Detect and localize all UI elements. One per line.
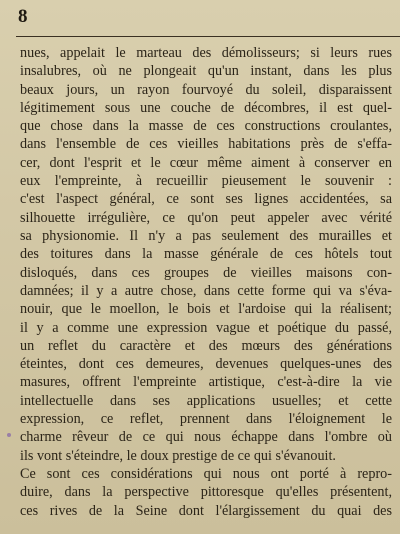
text-line: que chose dans la masse de ces constructions croulantes, xyxy=(20,118,392,135)
text-line: expression, ce reflet, prennent dans l'éloignement le xyxy=(20,411,392,428)
paragraph-block-upper xyxy=(20,44,392,282)
header-rule xyxy=(16,36,400,37)
text-line: ces rives de la Seine dont l'élargissement du quai des xyxy=(20,502,392,519)
text-line: un reflet du caractère et des mœurs des générations xyxy=(20,337,392,354)
text-line: beaux jours, un rayon fourvoyé du soleil, disparaissent xyxy=(20,81,392,98)
text-line: c'est l'aspect général, ce sont ses lignes accidentées, sa xyxy=(20,191,392,208)
text-line: légitimement sous une couche de décombres, il est quel- xyxy=(20,99,392,116)
text-line: nouir, que le moellon, le bois et l'ardoise qui la réalisent; xyxy=(20,301,392,318)
text-line: silhouette irrégulière, ce qu'on peut appeler avec vérité xyxy=(20,209,392,226)
text-line: intellectuelle dans ses applications usuelles; et cette xyxy=(20,392,392,409)
text-line: charme rêveur de ce qui nous échappe dans l'ombre où xyxy=(20,429,392,446)
text-line: eux l'empreinte, à recueillir pieusement le souvenir : xyxy=(20,173,392,190)
text-line: duire, dans la perspective pittoresque qu'elles présentent, xyxy=(20,484,392,501)
text-line: sa physionomie. Il n'y a pas seulement des murailles et xyxy=(20,227,392,244)
text-line: cer, dont l'esprit et le cœur même aiment à conserver en xyxy=(20,154,392,171)
text-line: disloqués, dans ces groupes de vieilles maisons con- xyxy=(20,264,392,281)
margin-ink-mark xyxy=(7,433,11,437)
text-line: nues, appelait le marteau des démolisseurs; si leurs rues xyxy=(20,45,392,61)
paragraph-block-lower xyxy=(20,282,392,520)
text-line: il y a comme une expression vague et poétique du passé, xyxy=(20,319,392,336)
text-line: damnées; il y a autre chose, dans cette forme qui va s'éva- xyxy=(20,283,392,299)
text-line: insalubres, où ne plongeait qu'un instant, dans les plus xyxy=(20,63,392,80)
text-line: éteintes, dont ces demeures, devenues quelques-unes des xyxy=(20,356,392,373)
text-line: masures, offrent l'empreinte artistique, c'est-à-dire la vie xyxy=(20,374,392,391)
text-line: Ce sont ces considérations qui nous ont porté à repro- xyxy=(20,465,392,482)
text-line: ils vont s'éteindre, le doux prestige de ce qui s'évanouit. xyxy=(20,447,336,464)
text-line: dans l'ensemble de ces vieilles habitations près de s'effa- xyxy=(20,136,392,153)
text-line: des toitures dans la masse générale de ces hôtels tout xyxy=(20,246,392,263)
page-number: 8 xyxy=(18,6,28,27)
